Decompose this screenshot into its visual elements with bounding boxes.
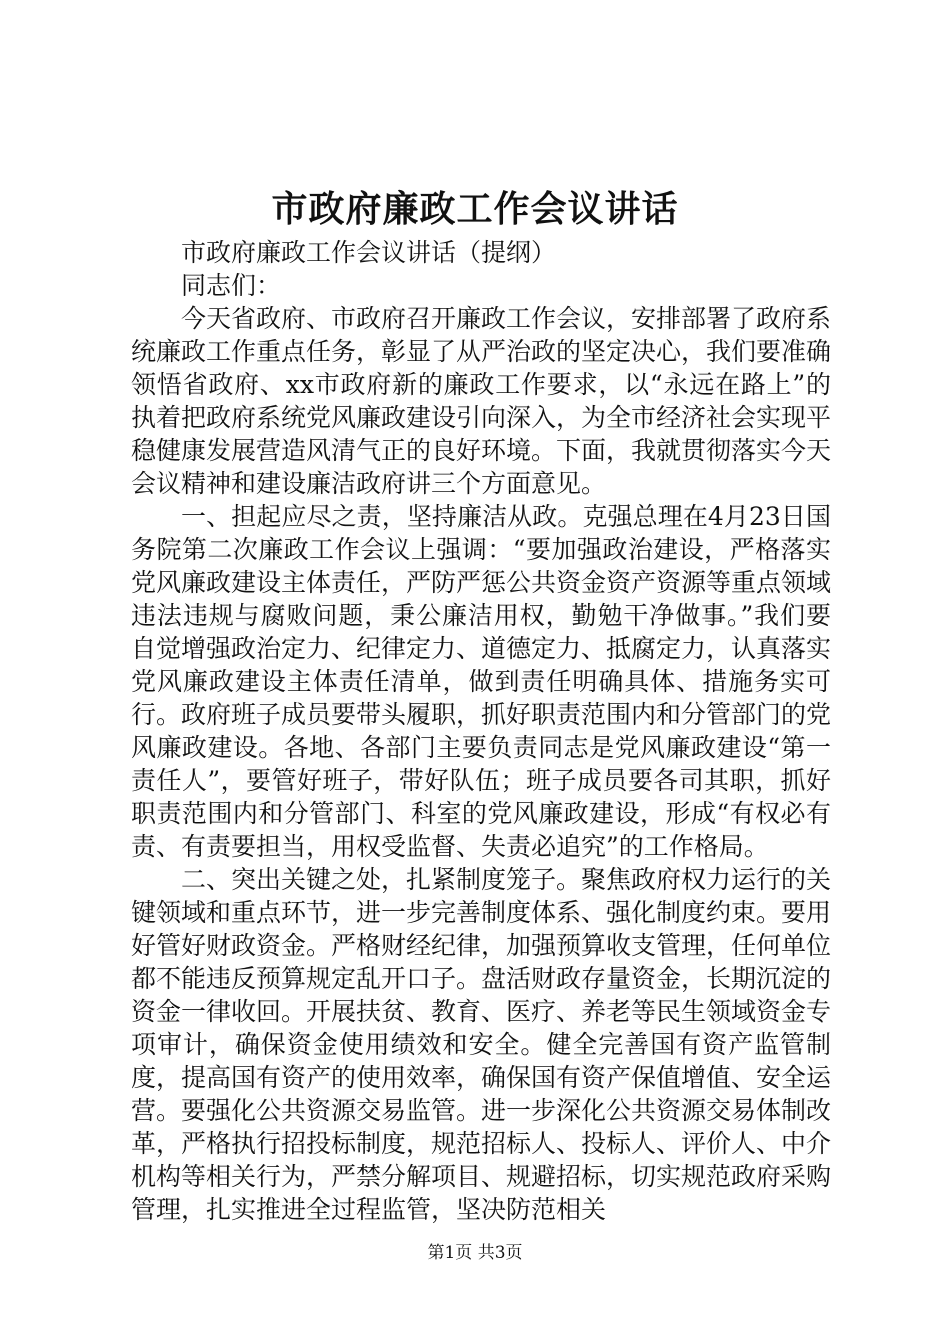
- subtitle-paragraph: 市政府廉政工作会议讲话（提纲）: [181, 238, 557, 267]
- body-paragraph: 今天省政府、市政府召开廉政工作会议，安排部署了政府系统廉政工作重点任务，彰显了从严治政的坚定决心，我们要准确领悟省政府、xx市政府新的廉政工作要求，以“永远在路上”的执着把政府系统党风廉政建设引向深入，为全市经济社会实现平稳健康发展营造风清气正的良好环境。下面，我就贯彻落实今天会议精神和建设廉洁政府讲三个方面意见。: [131, 304, 832, 498]
- body-paragraph: 二、突出关键之处，扎紧制度笼子。聚焦政府权力运行的关键领域和重点环节，进一步完善制度体系、强化制度约束。要用好管好财政资金。严格财经纪律，加强预算收支管理，任何单位都不能违反预算规定乱开口子。盘活财政存量资金，长期沉淀的资金一律收回。开展扶贫、教育、医疗、养老等民生领域资金专项审计，确保资金使用绩效和安全。健全完善国有资产监管制度，提高国有资产的使用效率，确保国有资产保值增值、安全运营。要强化公共资源交易监管。进一步深化公共资源交易体制改革，严格执行招投标制度，规范招标人、投标人、评价人、中介机构等相关行为，严禁分解项目、规避招标，切实规范政府采购管理，扎实推进全过程监管，坚决防范相关: [131, 865, 832, 1224]
- body-paragraph: 一、担起应尽之责，坚持廉洁从政。克强总理在4月23日国务院第二次廉政工作会议上强调：“要加强政治建设，严格落实党风廉政建设主体责任，严防严惩公共资金资产资源等重点领域违法违规与腐败问题，秉公廉洁用权，勤勉干净做事。”我们要自觉增强政治定力、纪律定力、道德定力、抵腐定力，认真落实党风廉政建设主体责任清单，做到责任明确具体、措施务实可行。政府班子成员要带头履职，抓好职责范围内和分管部门的党风廉政建设。各地、各部门主要负责同志是党风廉政建设“第一责任人”，要管好班子，带好队伍；班子成员要各司其职，抓好职责范围内和分管部门、科室的党风廉政建设，形成“有权必有责、有责要担当，用权受监督、失责必追究”的工作格局。: [131, 502, 832, 861]
- document-title: 市政府廉政工作会议讲话: [271, 188, 679, 230]
- page-number-footer: 第1页 共3页: [427, 1243, 523, 1263]
- salutation-paragraph: 同志们：: [181, 271, 282, 300]
- document-body: [131, 236, 831, 1226]
